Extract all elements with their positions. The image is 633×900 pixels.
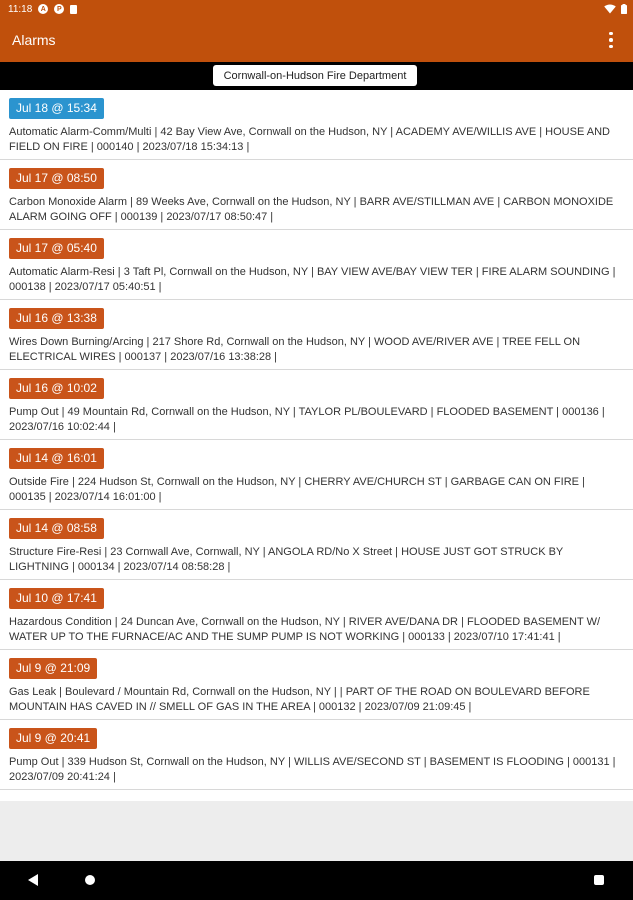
alarm-item[interactable] [0, 720, 633, 790]
alarm-item[interactable] [0, 90, 633, 160]
alarm-description: Automatic Alarm-Resi | 3 Taft Pl, Cornwall on the Hudson, NY | BAY VIEW AVE/BAY VIEW TER | FIRE ALARM SOUNDING | 000138 | 2023/07/17 05:40:51 | [9, 266, 616, 293]
recents-icon[interactable] [594, 875, 604, 885]
alarm-description: Wires Down Burning/Arcing | 217 Shore Rd, Cornwall on the Hudson, NY | WOOD AVE/RIVER AVE | TREE FELL ON ELECTRICAL WIRES | 000137 | 2023/07/16 13:38:28 | [9, 336, 581, 363]
alarm-date-badge: Jul 17 @ 08:50 [9, 168, 104, 189]
alarm-item[interactable] [0, 580, 633, 650]
alarm-date-badge: Jul 9 @ 20:41 [9, 728, 97, 749]
alarm-date-badge: Jul 9 @ 21:09 [9, 658, 97, 679]
alarm-description: Gas Leak | Boulevard / Mountain Rd, Cornwall on the Hudson, NY | | PART OF THE ROAD ON BOULEVARD BEFORE MOUNTAIN HAS CAVED IN // SMELL OF GAS IN THE AREA | 000132 | 2023/07/09 21:09:45 | [9, 686, 590, 713]
wifi-icon [604, 4, 616, 14]
alarm-date-badge: Jul 17 @ 05:40 [9, 238, 104, 259]
app-title: Alarms [12, 32, 56, 48]
alarm-item[interactable] [0, 230, 633, 300]
alarm-date-badge: Jul 14 @ 08:58 [9, 518, 104, 539]
app-bar [0, 18, 633, 62]
department-bar [0, 62, 633, 90]
alarm-date-badge: Jul 18 @ 15:34 [9, 98, 104, 119]
alarm-description: Structure Fire-Resi | 23 Cornwall Ave, Cornwall, NY | ANGOLA RD/No X Street | HOUSE JUST GOT STRUCK BY LIGHTNING | 000134 | 2023/07/14 08:58:28 | [9, 546, 564, 573]
alarm-date-badge: Jul 14 @ 16:01 [9, 448, 104, 469]
alarm-item[interactable] [0, 370, 633, 440]
department-selector[interactable]: Cornwall-on-Hudson Fire Department [213, 65, 417, 86]
alarm-item[interactable] [0, 650, 633, 720]
alarm-list[interactable] [0, 90, 633, 801]
notification-p-icon: P [54, 4, 64, 14]
alarm-date-badge: Jul 16 @ 13:38 [9, 308, 104, 329]
alarm-description: Outside Fire | 224 Hudson St, Cornwall on the Hudson, NY | CHERRY AVE/CHURCH ST | GARBAGE CAN ON FIRE | 000135 | 2023/07/14 16:01:00 | [9, 476, 585, 503]
alarm-item[interactable] [0, 510, 633, 580]
status-time: 11:18 [8, 3, 33, 15]
overflow-menu-icon[interactable] [601, 30, 621, 50]
alarm-description: Hazardous Condition | 24 Duncan Ave, Cornwall on the Hudson, NY | RIVER AVE/DANA DR | FLOODED BASEMENT W/ WATER UP TO THE FURNACE/AC AND THE SUMP PUMP IS NOT WORKING | 000133 | 2023/07/10 17:41:41 | [9, 616, 601, 643]
alarm-item[interactable] [0, 440, 633, 510]
alarm-description: Automatic Alarm-Comm/Multi | 42 Bay View Ave, Cornwall on the Hudson, NY | ACADEMY AVE/WILLIS AVE | HOUSE AND FIELD ON FIRE | 000140 | 2023/07/18 15:34:13 | [9, 126, 610, 153]
alarm-description: Pump Out | 49 Mountain Rd, Cornwall on the Hudson, NY | TAYLOR PL/BOULEVARD | FLOODED BASEMENT | 000136 | 2023/07/16 10:02:44 | [9, 406, 605, 433]
alarm-date-badge: Jul 16 @ 10:02 [9, 378, 104, 399]
status-bar-right [604, 4, 633, 14]
notification-a-icon: A [38, 4, 48, 14]
status-bar-left [0, 4, 77, 15]
alarm-description: Pump Out | 339 Hudson St, Cornwall on the Hudson, NY | WILLIS AVE/SECOND ST | BASEMENT IS FLOODING | 000131 | 2023/07/09 20:41:24 | [9, 756, 616, 783]
alarm-item[interactable] [0, 300, 633, 370]
battery-icon [621, 4, 627, 14]
back-icon[interactable] [28, 874, 38, 886]
status-bar [0, 0, 633, 18]
alarm-date-badge: Jul 10 @ 17:41 [9, 588, 104, 609]
alarm-description: Carbon Monoxide Alarm | 89 Weeks Ave, Cornwall on the Hudson, NY | BARR AVE/STILLMAN AVE | CARBON MONOXIDE ALARM GOING OFF | 000139 | 2023/07/17 08:50:47 | [9, 196, 614, 223]
alarm-item[interactable] [0, 160, 633, 230]
navigation-bar [0, 861, 633, 900]
home-icon[interactable] [85, 875, 95, 885]
sim-card-icon [70, 5, 77, 14]
